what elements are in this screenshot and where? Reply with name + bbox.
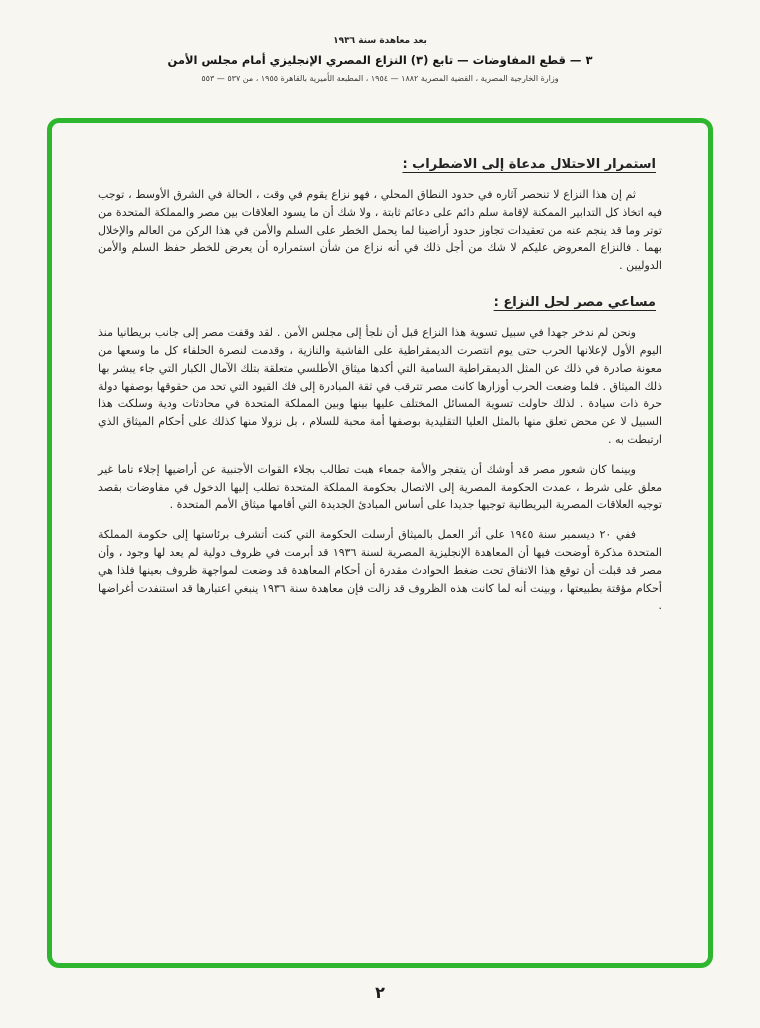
header-source-citation: وزارة الخارجية المصرية ، القضية المصرية ١٨٨٢ — ١٩٥٤ ، المطبعة الأميرية بالقاهرة ١٩٥٥ ، من ٥٣٧ — ٥٥٣ (201, 74, 559, 83)
section-heading-occupation-disturbance: استمرار الاحتلال مدعاة إلى الاضطراب : (402, 157, 656, 172)
highlight-frame (47, 118, 713, 968)
paragraph-settlement-efforts: ونحن لم ندخر جهدا في سبيل تسوية هذا النزاع قبل أن نلجأ إلى مجلس الأمن . لقد وقفت مصر إلى جانب بريطانيا منذ اليوم الأول لإعلانها الحرب حتى يوم انتصرت الديمقراطية على الفاشية والنازية ، وقدمت لنصرة الحلفاء كل ما وسعها من معونة صادرة في ذلك عن المثل الديمقراطية السامية التي أكدها ميثاق الأطلسي متعلقة بتلك الآمال الكبار التي جاء يبشر بها ذلك الميثاق . فلما وضعت الحرب أوزارها كانت مصر تترقب في ثقة المبادرة إلى فك القيود التي تحد من حقوقها بوصفها دولة حرة ذات سيادة . لذلك حاولت تسوية المسائل المختلف عليها بينها وبين المملكة المتحدة في محادثات ودية وسلكت هذا السبيل لا عن محض تعلق منها بالمثل العليا التقليدية بوصفها أمة محبة للسلام ، بل نزولا منها كذلك على أحكام الميثاق الذي ارتبطت به . (98, 326, 662, 446)
paragraph-december-note: ففي ٢٠ ديسمبر سنة ١٩٤٥ على أثر العمل بالميثاق أرسلت الحكومة التي كنت أتشرف برئاستها إلى حكومة المملكة المتحدة مذكرة أوضحت فيها أن المعاهدة الإنجليزية المصرية لسنة ١٩٣٦ قد أبرمت في ظروف دولية لم يعد لها وجود ، وأن مصر قد قبلت أن توقع هذا الاتفاق تحت ضغط الحوادث مقدرة أن أحكام المعاهدة قد وضعت لمواجهة ظروف بعينها فلذا هي أحكام مؤقتة بطبيعتها ، وبينت أنه لما كانت هذه الظروف قد زالت فإن معاهدة سنة ١٩٣٦ ينبغي اعتبارها قد استنفدت أغراضها . (98, 528, 662, 613)
page-header (0, 36, 760, 83)
page-number: ٢ (375, 983, 385, 1002)
paragraph-evacuation-demand: وبينما كان شعور مصر قد أوشك أن يتفجر والأمة جمعاء هبت تطالب بجلاء القوات الأجنبية عن أراضيها إجلاء تاما غير معلق على شرط ، عمدت الحكومة المصرية إلى الاتصال بحكومة المملكة المتحدة تطلب إليها الدخول في مفاوضات بقصد توجيه العلاقات المصرية البريطانية توجيها جديدا على أساس المبادئ الجديدة التي أقامها ميثاق الأمم المتحدة . (98, 462, 662, 512)
header-treaty-note: بعد معاهدة سنة ١٩٣٦ (333, 36, 427, 46)
paragraph-dispute-effects: ثم إن هذا النزاع لا تنحصر آثاره في حدود النطاق المحلي ، فهو نزاع يقوم في وقت ، الحالة في الشرق الأوسط ، توجب فيه اتخاذ كل التدابير الممكنة لإقامة سلم دائم على دعائم ثابتة ، ولا شك أن ما يسود العلاقات بين مصر والمملكة المتحدة من توتر وما قد ينجم عنه من تعقيدات تجاوز حدود أراضينا لما يحمل الخطر على السلم والأمن في هذا الركن من العالم والإخلال بهما . فالنزاع المعروض عليكم لا شك من أجل ذلك في أنه نزاع من شأن استمراره أن يعرض للخطر حفظ السلم والأمن الدوليين . (98, 188, 662, 273)
header-title: ٣ — قطع المفاوضات — تابع (٣) النزاع المصري الإنجليزي أمام مجلس الأمن (167, 53, 593, 67)
section-heading-egypt-efforts: مساعي مصر لحل النزاع : (493, 295, 656, 311)
